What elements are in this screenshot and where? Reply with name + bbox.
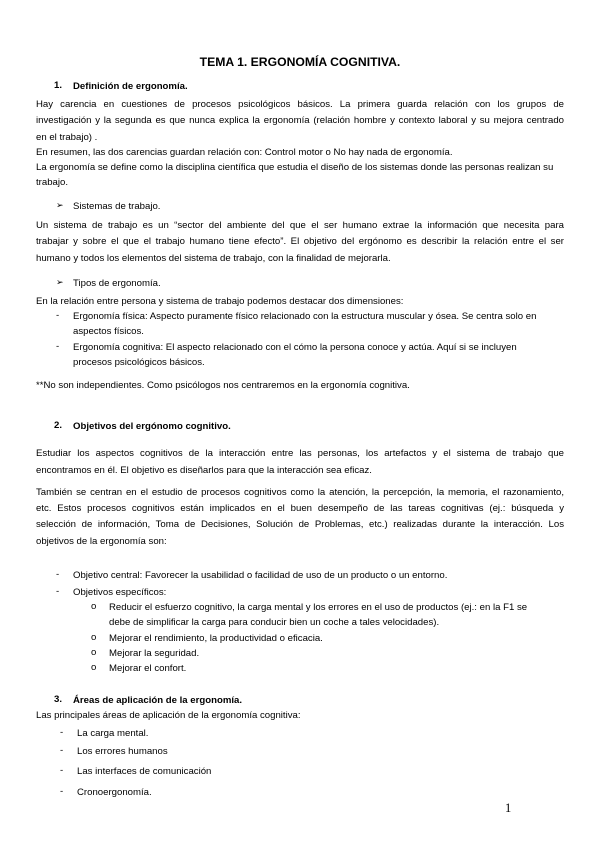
list-item-fisica-line1: Ergonomía física: Aspecto puramente físico relacionado con la estructura muscular y ósea. Se centra solo en (73, 311, 537, 322)
sublist-item-1-line2: debe de simplificar la carga para conducir bien un coche a tales velocidades). (109, 617, 440, 628)
s1-note: **No son independientes. Como psicólogos nos centraremos en la ergonomía cognitiva. (36, 380, 410, 391)
s1-p3-line1: La ergonomía se define como la disciplina científica que estudia el diseño de los sistemas donde las personas realizan su (36, 162, 554, 173)
dash-bullet: - (56, 310, 60, 321)
sublist-item-3: Mejorar la seguridad. (109, 648, 200, 659)
dash-bullet: - (60, 765, 64, 776)
list-item-fisica-line2: aspectos físicos. (73, 326, 144, 337)
s1-p1-line3: en el trabajo) . (36, 132, 98, 143)
subsection-sistemas-heading: Sistemas de trabajo. (73, 201, 161, 212)
circle-bullet: o (91, 647, 97, 658)
s1-p3-line2: trabajo. (36, 177, 68, 188)
area-item-errores-humanos: Los errores humanos (77, 746, 168, 757)
s1-sub1-line2: trabajar y sobre el que el trabajo humano tiene efecto”. El objetivo del ergónomo es describir la relación entre el ser (36, 236, 564, 247)
arrow-bullet-icon: ➢ (56, 200, 64, 210)
s2-p1-line1: Estudiar los aspectos cognitivos de la interacción entre las personas, los artefactos y el sistema de trabajo que (36, 448, 564, 459)
dash-bullet: - (60, 727, 64, 738)
circle-bullet: o (91, 662, 97, 673)
section-2-number: 2. (54, 420, 63, 431)
s1-p1-line2: investigación y la segunda es que nunca explica la ergonomía (relación hombre y contexto laboral y su mejora centrado (36, 115, 564, 126)
circle-bullet: o (91, 632, 97, 643)
s1-p2: En resumen, las dos carencias guardan relación con: Control motor o No hay nada de ergonomía. (36, 147, 453, 158)
sublist-item-4: Mejorar el confort. (109, 663, 187, 674)
section-1-number: 1. (54, 80, 63, 91)
arrow-bullet-icon: ➢ (56, 277, 64, 287)
s2-p1-line2: encontramos en él. El objetivo es diseñarlos para que la interacción sea eficaz. (36, 465, 372, 476)
sublist-item-1-line1: Reducir el esfuerzo cognitivo, la carga mental y los errores en el uso de productos (ej.: en la F1 se (109, 602, 528, 613)
dash-bullet: - (56, 586, 60, 597)
dash-bullet: - (60, 786, 64, 797)
s2-p2-line3: selección de información, Toma de Decisiones, Solución de Problemas, etc.) realizadas durante la interacción. Los (36, 519, 564, 530)
s2-p2-line2: etc. Estos procesos cognitivos están implicados en el buen desempeño de las tareas cognitivas (ej.: búsqueda y (36, 503, 564, 514)
s2-p2-line4: objetivos de la ergonomía son: (36, 536, 167, 547)
list-item-objetivo-central: Objetivo central: Favorecer la usabilidad o facilidad de uso de un producto o un entorno. (73, 570, 448, 581)
dash-bullet: - (60, 745, 64, 756)
page-number: 1 (505, 801, 512, 815)
subsection-tipos-heading: Tipos de ergonomía. (73, 278, 161, 289)
circle-bullet: o (91, 601, 97, 612)
section-3-number: 3. (54, 694, 63, 705)
s1-sub1-line1: Un sistema de trabajo es un “sector del ambiente del que el ser humano extrae la información que necesita para (36, 220, 564, 231)
s1-sub2-intro: En la relación entre persona y sistema de trabajo podemos destacar dos dimensiones: (36, 296, 404, 307)
area-item-cronoergonomia: Cronoergonomía. (77, 787, 152, 798)
s1-p1-line1: Hay carencia en cuestiones de procesos psicológicos básicos. La primera guarda relación con los grupos de (36, 99, 564, 110)
page-title: TEMA 1. ERGONOMÍA COGNITIVA. (199, 55, 401, 69)
dash-bullet: - (56, 569, 60, 580)
s2-p2-line1: También se centran en el estudio de procesos cognitivos como la atención, la percepción, la memoria, el razonamiento, (36, 487, 564, 498)
list-item-cognitiva-line1: Ergonomía cognitiva: El aspecto relacionado con el cómo la persona conoce y actúa. Aquí si se incluyen (73, 342, 517, 353)
sublist-item-2: Mejorar el rendimiento, la productividad o eficacia. (109, 633, 323, 644)
dash-bullet: - (56, 341, 60, 352)
section-1-heading: Definición de ergonomía. (73, 81, 188, 92)
area-item-interfaces: Las interfaces de comunicación (77, 766, 212, 777)
s1-sub1-line3: humano y todos los elementos del sistema de trabajo, con la finalidad de mejorarla. (36, 253, 391, 264)
section-3-heading: Áreas de aplicación de la ergonomía. (73, 695, 243, 706)
list-item-objetivos-especificos: Objetivos específicos: (73, 587, 167, 598)
list-item-cognitiva-line2: procesos psicológicos básicos. (73, 357, 205, 368)
area-item-carga-mental: La carga mental. (77, 728, 149, 739)
s3-intro: Las principales áreas de aplicación de la ergonomía cognitiva: (36, 710, 301, 721)
section-2-heading: Objetivos del ergónomo cognitivo. (73, 421, 231, 432)
